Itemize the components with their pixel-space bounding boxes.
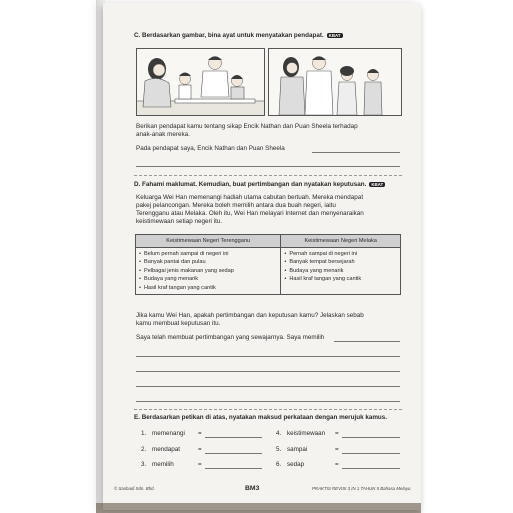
section-d-paragraph-line3: Terengganu atau Melaka. Oleh itu, Wei Han melayari Internet dan menyenaraikan (136, 210, 364, 217)
section-d-answer-line-3[interactable] (136, 371, 400, 372)
section-d-heading: D. Fahami maklumat. Kemudian, buat pertimbangan dan nyatakan keputusan. KBAT (134, 181, 384, 188)
answer-line-mendapat[interactable] (205, 453, 262, 454)
equals-sign: = (198, 461, 202, 468)
equals-sign: = (335, 430, 339, 437)
word-number: 1. (141, 430, 147, 437)
equals-sign: = (198, 430, 202, 437)
section-c-answer-line-2[interactable] (136, 166, 400, 167)
family-portrait-illustration (268, 48, 402, 116)
divider (134, 175, 402, 176)
section-c-instruction-line2: anak-anak mereka. (136, 131, 190, 138)
section-d-paragraph-line4: keistimewaan setiap negeri itu. (136, 218, 223, 225)
section-d-question-line2: kamu membuat keputusan itu. (136, 320, 221, 327)
equals-sign: = (198, 446, 202, 453)
word-label: sampai (287, 446, 308, 453)
word-label: keistimewaan (287, 430, 326, 437)
section-e-heading: E. Berdasarkan petikan di atas, nyatakan maksud perkataan dengan merujuk kamus. (134, 414, 388, 421)
answer-line-sedap[interactable] (342, 468, 400, 469)
answer-line-memenangi[interactable] (205, 437, 262, 438)
table-surface (96, 503, 421, 513)
kbat-badge: KBAT (328, 32, 341, 38)
section-d-answer-line-2[interactable] (136, 356, 400, 357)
terengganu-cell (136, 248, 281, 295)
list-item: • Pernah sampai di negeri ini (284, 250, 397, 258)
word-number: 3. (141, 461, 147, 468)
table-header-melaka: Keistimewaan Negeri Melaka (281, 235, 401, 248)
list-item: • Banyak tempat bersejarah (284, 258, 397, 266)
book-series-title: PRAKTIS REVISI 3 IN 1 TAHUN 5 Bahasa Melayu (312, 486, 411, 491)
answer-line-sampai[interactable] (342, 453, 400, 454)
publisher-credit: © Sasbadi Sdn. Bhd. (114, 486, 155, 491)
answer-line-keistimewaan[interactable] (342, 437, 400, 438)
section-c-answer-prompt: Pada pendapat saya, Encik Nathan dan Puan Sheela (136, 145, 285, 152)
family-study-illustration (136, 48, 265, 116)
word-label: sedap (287, 461, 305, 468)
section-d-question-line1: Jika kamu Wei Han, apakah pertimbangan dan keputusan kamu? Jelaskan sebab (136, 312, 364, 319)
list-item: • Budaya yang menarik (139, 275, 277, 283)
section-d-answer-line-5[interactable] (136, 401, 400, 402)
list-item: • Banyak pantai dan pulau (139, 258, 277, 266)
word-number: 6. (276, 461, 282, 468)
divider (134, 409, 402, 410)
word-number: 5. (276, 446, 282, 453)
melaka-cell (281, 248, 401, 295)
list-item: • Hasil kraf tangan yang cantik (139, 284, 277, 292)
list-item: • Budaya yang menarik (284, 267, 397, 275)
kbat-badge: KBAT (371, 181, 384, 187)
page-number: BM3 (245, 485, 260, 492)
section-d-answer-line-4[interactable] (136, 386, 400, 387)
answer-line-memilih[interactable] (205, 468, 262, 469)
word-number: 4. (276, 430, 282, 437)
section-c-instruction-line1: Berikan pendapat kamu tentang sikap Encik Nathan dan Puan Sheela terhadap (136, 123, 358, 130)
word-label: memenangi (152, 430, 185, 437)
list-item: • Belum pernah sampai di negeri ini (139, 250, 277, 258)
section-c-answer-line-1[interactable] (312, 152, 400, 153)
section-d-paragraph-line1: Keluarga Wei Han memenangi hadiah utama cabutan bertuah. Mereka mendapat (136, 194, 364, 201)
word-label: memilih (152, 461, 174, 468)
section-c-heading: C. Berdasarkan gambar, bina ayat untuk menyatakan pendapat. KBAT (134, 32, 341, 39)
word-label: mendapat (152, 446, 181, 453)
list-item: • Hasil kraf tangan yang cantik (284, 275, 397, 283)
state-comparison-table (135, 234, 401, 295)
list-item: • Pelbagai jenis makanan yang sedap (139, 267, 277, 275)
equals-sign: = (335, 461, 339, 468)
section-d-paragraph-line2: pakej pelancongan. Mereka boleh memilih antara dua buah negeri, iaitu (136, 202, 336, 209)
table-header-terengganu: Keistimewaan Negeri Terengganu (136, 235, 281, 248)
section-d-answer-line-1[interactable] (334, 341, 400, 342)
section-d-answer-prompt: Saya telah membuat pertimbangan yang sewajarnya. Saya memilih (136, 334, 325, 341)
equals-sign: = (335, 446, 339, 453)
word-number: 2. (141, 446, 147, 453)
